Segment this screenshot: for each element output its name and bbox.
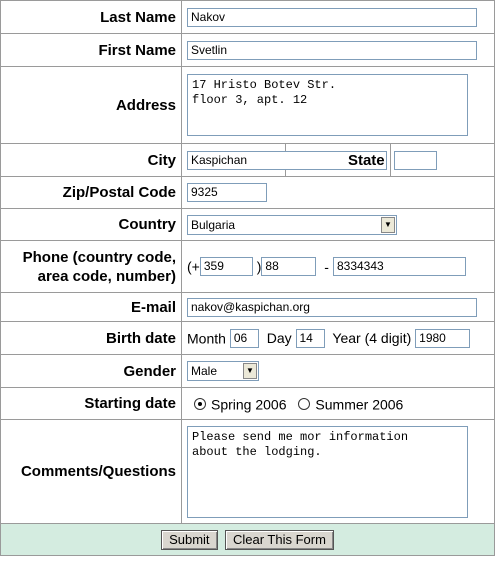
gender-selected-value: Male [191, 364, 218, 378]
country-select[interactable] [187, 215, 397, 235]
state-label: State [286, 144, 390, 177]
first-name-label: First Name [1, 34, 182, 67]
starting-date-label: Starting date [1, 388, 182, 420]
form-actions [1, 524, 495, 556]
country-label: Country [1, 209, 182, 241]
phone-country-code-input[interactable]: 359 [200, 257, 253, 276]
birth-year-input[interactable]: 1980 [415, 329, 470, 348]
birth-month-input[interactable]: 06 [230, 329, 259, 348]
address-textarea[interactable]: 17 Hristo Botev Str. floor 3, apt. 12 [187, 74, 468, 136]
state-input[interactable] [394, 151, 437, 170]
city-input[interactable]: Kaspichan [187, 151, 387, 170]
city-label: City [1, 144, 182, 177]
email-input[interactable]: nakov@kaspichan.org [187, 298, 477, 317]
email-label: E-mail [1, 293, 182, 322]
zip-label: Zip/Postal Code [1, 177, 182, 209]
phone-label-line1: Phone (country code, [22, 248, 176, 266]
last-name-label: Last Name [1, 1, 182, 34]
submit-button[interactable]: Submit [161, 530, 217, 550]
country-selected-value: Bulgaria [191, 217, 236, 232]
comments-label: Comments/Questions [1, 420, 182, 524]
first-name-input[interactable]: Svetlin [187, 41, 477, 60]
summer-2006-label: Summer 2006 [315, 396, 404, 413]
birth-month-label: Month [187, 330, 226, 346]
zip-input[interactable]: 9325 [187, 183, 267, 202]
phone-area-code-input[interactable]: 88 [261, 257, 316, 276]
birth-day-input[interactable]: 14 [296, 329, 325, 348]
gender-select[interactable] [187, 361, 259, 381]
comments-textarea[interactable]: Please send me mor information about the lodging. [187, 426, 468, 518]
spring-2006-label: Spring 2006 [211, 396, 287, 413]
phone-label [1, 241, 182, 293]
chevron-down-icon[interactable]: ▼ [243, 363, 257, 379]
address-label: Address [1, 67, 182, 144]
gender-label: Gender [1, 355, 182, 388]
birth-day-label: Day [266, 330, 292, 346]
chevron-down-icon[interactable]: ▼ [381, 217, 395, 233]
phone-number-separator: - [324, 258, 329, 275]
spring-2006-radio[interactable] [194, 398, 206, 410]
phone-country-prefix: (+ [187, 258, 200, 275]
summer-2006-radio[interactable] [298, 398, 310, 410]
phone-label-line2: area code, number) [37, 267, 176, 285]
phone-area-separator: ) [256, 258, 262, 275]
last-name-input[interactable]: Nakov [187, 8, 477, 27]
birth-year-label: Year (4 digit) [332, 330, 412, 346]
birth-date-label: Birth date [1, 322, 182, 355]
clear-form-button[interactable]: Clear This Form [225, 530, 334, 550]
phone-number-input[interactable]: 8334343 [333, 257, 466, 276]
